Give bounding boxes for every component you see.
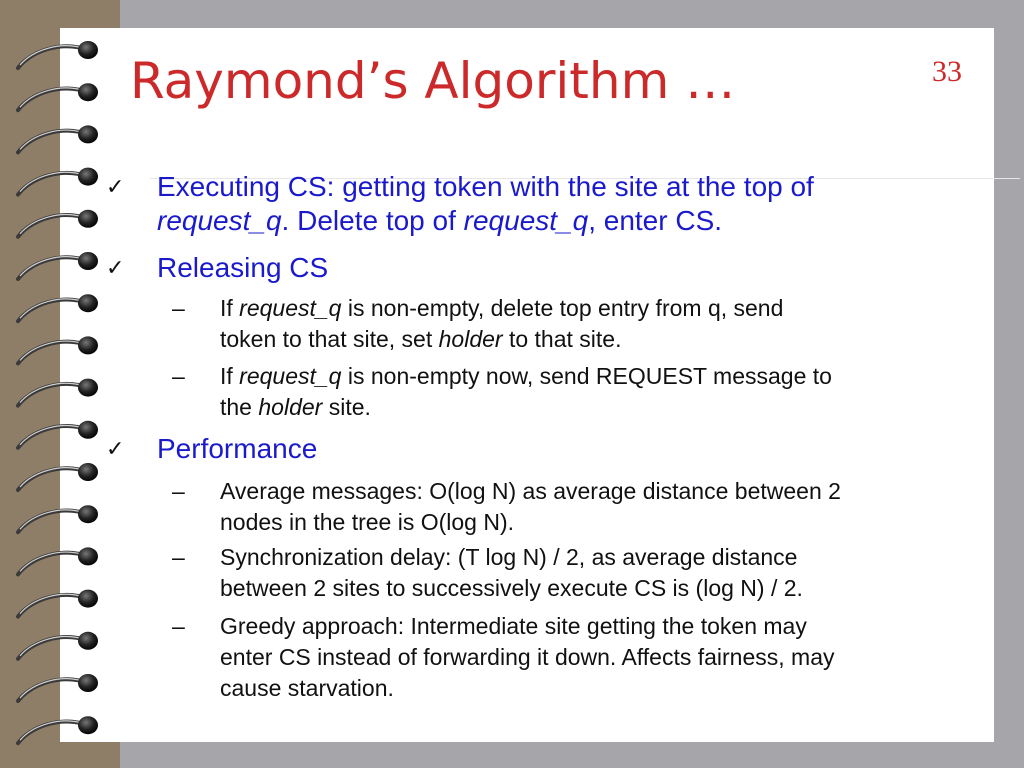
page-number: 33 <box>932 55 962 88</box>
bullet-italic-term: request_q <box>463 205 589 236</box>
sub-text: between 2 sites to successively execute CS is (log N) / 2. <box>220 575 803 601</box>
sub-text: is non-empty, delete top entry from q, send <box>341 295 784 321</box>
sub-item-performance-2 <box>220 542 1000 604</box>
dash-icon: – <box>172 544 185 570</box>
dash-icon: – <box>172 478 185 504</box>
sub-italic-term: holder <box>258 394 323 420</box>
sub-italic-term: holder <box>438 326 503 352</box>
sub-text: cause starvation. <box>220 675 394 701</box>
sub-text: If <box>220 363 240 389</box>
sub-text: nodes in the tree is O(log N). <box>220 509 515 535</box>
checkmark-icon: ✓ <box>106 174 125 199</box>
sub-text: Greedy approach: Intermediate site getting the token may <box>220 613 807 639</box>
bullet-text: , enter CS. <box>588 205 723 236</box>
bullet-releasing-cs: Releasing CS <box>157 252 329 283</box>
sub-item-performance-3 <box>220 611 1000 704</box>
sub-item-releasing-2 <box>220 361 1000 423</box>
sub-italic-term: request_q <box>239 295 342 321</box>
bullet-executing-cs <box>157 170 997 238</box>
sub-text: If <box>220 295 240 321</box>
sub-text: is non-empty now, send REQUEST message to <box>341 363 832 389</box>
sub-item-performance-1 <box>220 476 1000 538</box>
sub-text: token to that site, set <box>220 326 439 352</box>
bullet-italic-term: request_q <box>157 205 282 236</box>
sub-text: the <box>220 394 259 420</box>
dash-icon: – <box>172 363 185 389</box>
sub-italic-term: request_q <box>239 363 342 389</box>
dash-icon: – <box>172 295 185 321</box>
sub-item-releasing-1 <box>220 293 1000 355</box>
bullet-text: Executing CS: getting token with the site at the top of <box>157 171 814 202</box>
sub-text: enter CS instead of forwarding it down. Affects fairness, may <box>220 644 835 670</box>
sub-text: Average messages: O(log N) as average distance between 2 <box>220 478 841 504</box>
bullet-performance: Performance <box>157 433 318 464</box>
dash-icon: – <box>172 613 185 639</box>
sub-text: site. <box>322 394 371 420</box>
sub-text: to that site. <box>502 326 622 352</box>
checkmark-icon: ✓ <box>106 255 125 280</box>
checkmark-icon: ✓ <box>106 436 125 461</box>
bullet-text: . Delete top of <box>281 205 464 236</box>
slide-title: Raymond’s Algorithm … <box>130 52 736 110</box>
sub-text: Synchronization delay: (T log N) / 2, as average distance <box>220 544 798 570</box>
